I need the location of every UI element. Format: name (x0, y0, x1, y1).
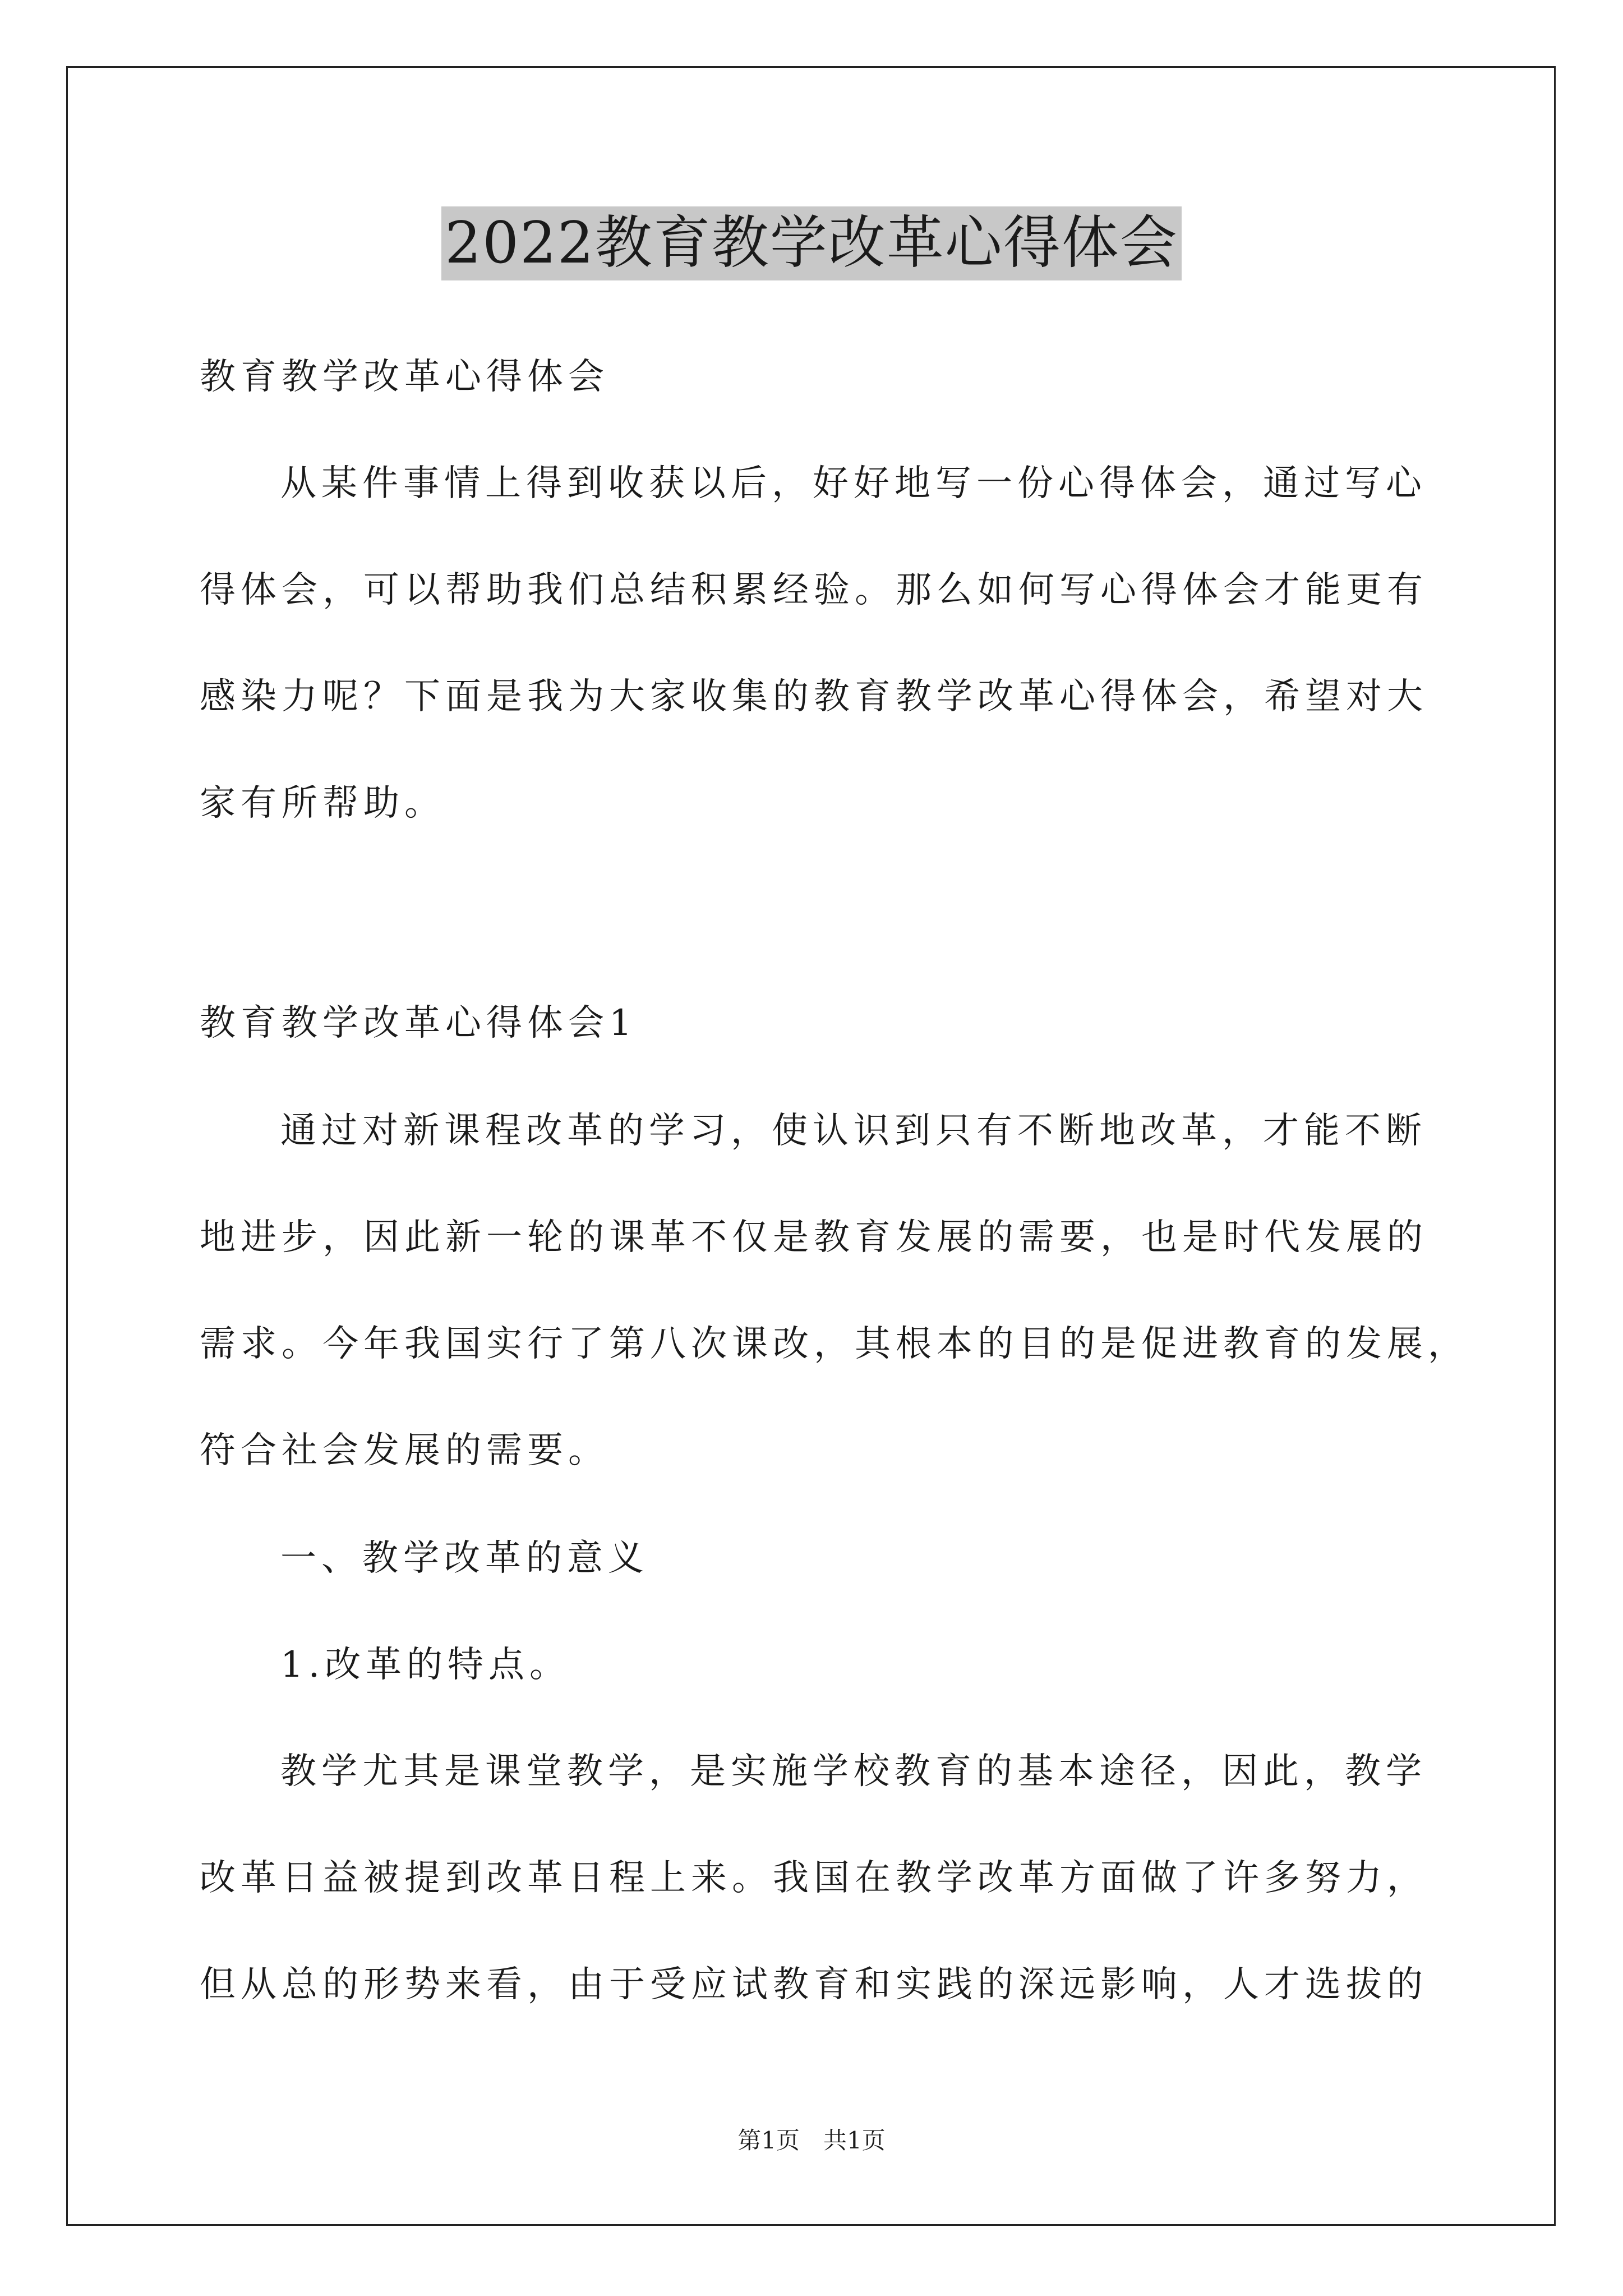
paragraph-line: 从某件事情上得到收获以后，好好地写一份心得体会，通过写心 (280, 463, 1427, 504)
paragraph-line: 通过对新课程改革的学习，使认识到只有不断地改革，才能不断 (280, 1110, 1427, 1152)
paragraph-line: 教学尤其是课堂教学，是实施学校教育的基本途径，因此，教学 (280, 1751, 1427, 1792)
subheading: 1.改革的特点。 (280, 1644, 571, 1686)
paragraph-line: 符合社会发展的需要。 (200, 1430, 609, 1471)
paragraph-line: 感染力呢？下面是我为大家收集的教育教学改革心得体会，希望对大 (200, 676, 1428, 717)
section-heading: 教育教学改革心得体会 (200, 356, 609, 398)
paragraph-line: 改革日益被提到改革日程上来。我国在教学改革方面做了许多努力， (200, 1857, 1428, 1899)
paragraph-line: 得体会，可以帮助我们总结积累经验。那么如何写心得体会才能更有 (200, 569, 1428, 611)
subheading: 一、教学改革的意义 (280, 1538, 649, 1579)
document-title: 2022教育教学改革心得体会 (441, 206, 1182, 280)
section-heading: 教育教学改革心得体会1 (200, 1002, 637, 1044)
paragraph-line: 需求。今年我国实行了第八次课改，其根本的目的是促进教育的发展， (200, 1323, 1469, 1365)
title-block (0, 206, 1623, 280)
paragraph-line: 但从总的形势来看，由于受应试教育和实践的深远影响，人才选拔的 (200, 1964, 1428, 2005)
paragraph-line: 家有所帮助。 (200, 783, 445, 824)
page-number: 第1页 共1页 (737, 2127, 886, 2154)
paragraph-line: 地进步，因此新一轮的课革不仅是教育发展的需要，也是时代发展的 (200, 1217, 1428, 1258)
